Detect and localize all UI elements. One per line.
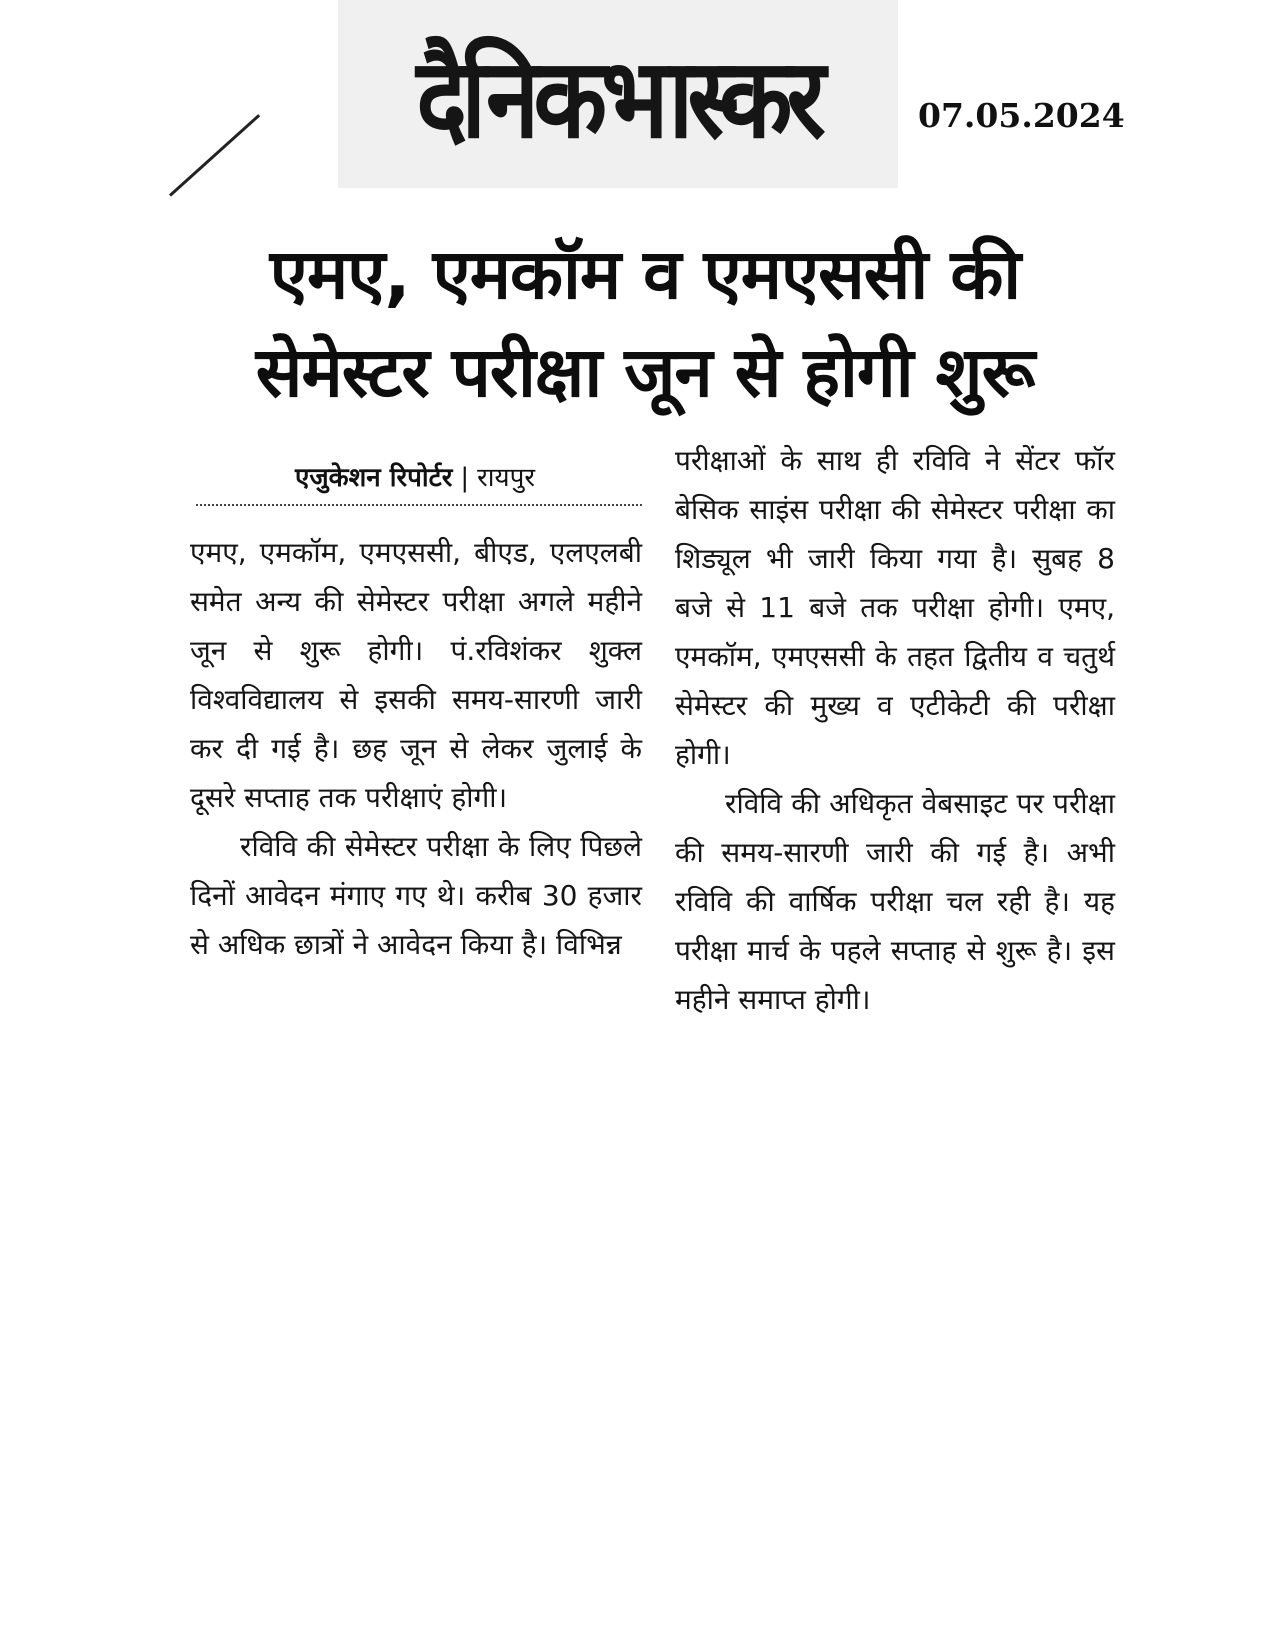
byline-separator: |: [460, 463, 470, 493]
article-paragraph: रविवि की सेमेस्टर परीक्षा के लिए पिछले दिनों आवेदन मंगाए गए थे। करीब 30 हजार से अधिक छात्रों ने आवेदन किया है। विभिन्न: [190, 830, 642, 961]
article-paragraph: परीक्षाओं के साथ ही रविवि ने सेंटर फॉर बेसिक साइंस परीक्षा की सेमेस्टर परीक्षा का शिड्यूल भी जारी किया गया है। सुबह 8 बजे से 11 बजे तक परीक्षा होगी। एमए, एमकॉम, एमएससी के तहत द्वितीय व चतुर्थ सेमेस्टर की मुख्य व एटीकेटी की परीक्षा होगी।: [675, 444, 1115, 771]
cut-mark: [169, 114, 260, 197]
article-byline: [190, 458, 640, 494]
publication-date: 07.05.2024: [918, 96, 1125, 135]
headline-line-2: सेमेस्टर परीक्षा जून से होगी शुरू: [255, 333, 1035, 413]
byline-author: एजुकेशन रिपोर्टर: [294, 463, 453, 493]
article-paragraph: एमए, एमकॉम, एमएससी, बीएड, एलएलबी समेत अन्य की सेमेस्टर परीक्षा अगले महीने जून से शुरू होगी। पं.रविशंकर शुक्ल विश्वविद्यालय से इसकी समय-सारणी जारी कर दी गई है। छह जून से लेकर जुलाई के दूसरे सप्ताह तक परीक्षाएं होगी।: [190, 536, 642, 814]
headline-line-1: एमए, एमकॉम व एमएससी की: [269, 235, 1021, 315]
newspaper-masthead: [338, 0, 898, 188]
article-column-left: [190, 528, 642, 969]
news-clipping: [160, 188, 1130, 1118]
article-paragraph: रविवि की अधिकृत वेबसाइट पर परीक्षा की समय-सारणी जारी की गई है। अभी रविवि की वार्षिक परीक्षा चल रही है। यह परीक्षा मार्च के पहले सप्ताह से शुरू है। इस महीने समाप्त होगी।: [675, 787, 1115, 1016]
byline-divider: [196, 504, 642, 506]
article-column-right: [675, 436, 1115, 1024]
byline-place: रायपुर: [477, 463, 536, 493]
newspaper-logo: दैनिकभास्कर: [416, 33, 820, 163]
article-headline: [160, 226, 1130, 422]
